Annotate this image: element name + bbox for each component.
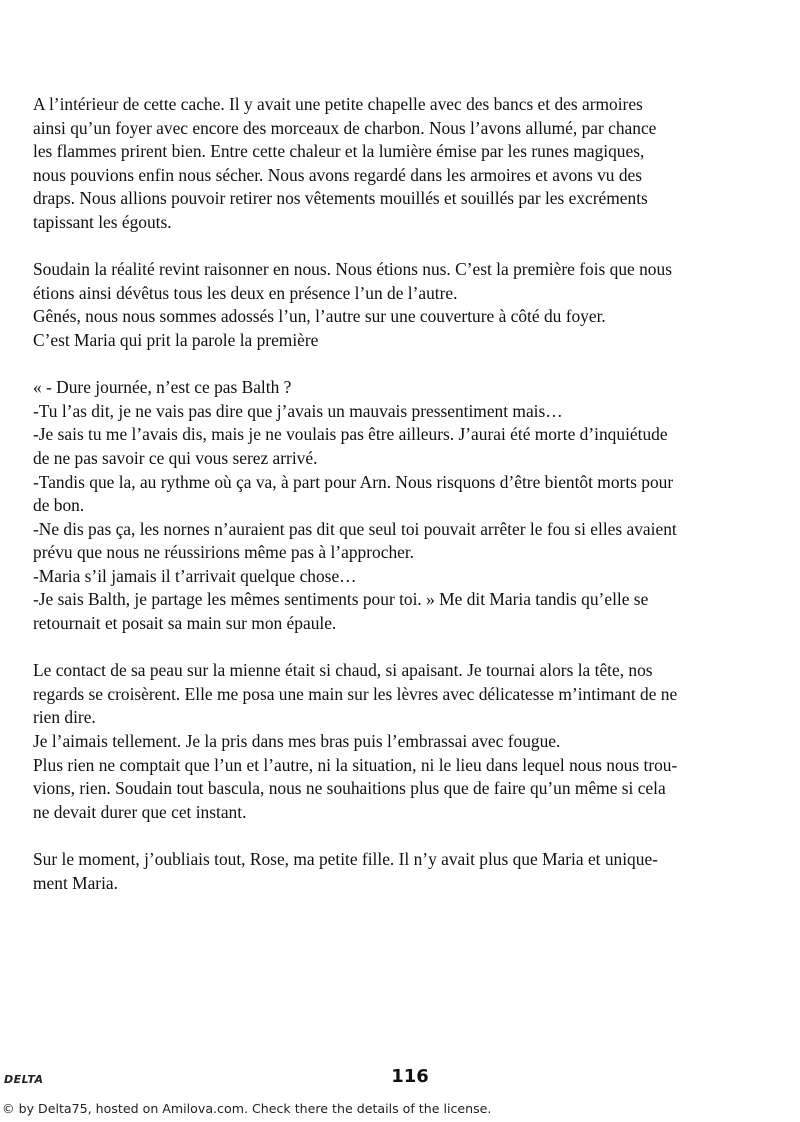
text-line: rien dire. <box>33 707 96 728</box>
body-text <box>33 93 773 895</box>
text-line: « - Dure journée, n’est ce pas Balth ? <box>33 377 292 398</box>
text-line: Le contact de sa peau sur la mienne était si chaud, si apaisant. Je tournai alors la tête, nos <box>33 660 653 681</box>
page-number: 116 <box>391 1066 429 1087</box>
text-line: Sur le moment, j’oubliais tout, Rose, ma petite fille. Il n’y avait plus que Maria et unique- <box>33 849 658 869</box>
text-line: -Je sais tu me l’avais dis, mais je ne voulais pas être ailleurs. J’aurai été morte d’inquiétude <box>33 424 668 445</box>
text-line: regards se croisèrent. Elle me posa une main sur les lèvres avec délicatesse m’intimant de ne <box>33 683 678 704</box>
paragraph-gap <box>33 235 773 259</box>
text-line: C’est Maria qui prit la parole la première <box>33 329 319 350</box>
text-line: ne devait durer que cet instant. <box>33 801 247 822</box>
text-line: prévu que nous ne réussirions même pas à l’approcher. <box>33 542 415 563</box>
text-line: draps. Nous allions pouvoir retirer nos vêtements mouillés et souillés par les excréments <box>33 188 648 209</box>
license-notice: © by Delta75, hosted on Amilova.com. Check there the details of the license. <box>2 1101 492 1116</box>
paragraph-5 <box>33 848 773 895</box>
text-line: -Tandis que la, au rythme où ça va, à part pour Arn. Nous risquons d’être bientôt morts pour <box>33 471 674 492</box>
paragraph-gap <box>33 353 773 377</box>
text-line: nous pouvions enfin nous sécher. Nous avons regardé dans les armoires et avons vu des <box>33 164 643 185</box>
paragraph-gap <box>33 824 773 848</box>
text-line: retournait et posait sa main sur mon épaule. <box>33 613 337 634</box>
text-line: -Maria s’il jamais il t’arrivait quelque chose… <box>33 565 357 586</box>
text-line: Gênés, nous nous sommes adossés l’un, l’autre sur une couverture à côté du foyer. <box>33 306 606 327</box>
text-line: de ne pas savoir ce qui vous serez arrivé. <box>33 447 318 468</box>
paragraph-gap <box>33 636 773 660</box>
text-line: Je l’aimais tellement. Je la pris dans mes bras puis l’embrassai avec fougue. <box>33 731 561 752</box>
text-line: ment Maria. <box>33 872 118 893</box>
text-line: ainsi qu’un foyer avec encore des morceaux de charbon. Nous l’avons allumé, par chance <box>33 117 657 138</box>
text-line: étions ainsi dévêtus tous les deux en présence l’un de l’autre. <box>33 282 458 303</box>
delta-logo: DELTA <box>4 1073 44 1086</box>
text-line: A l’intérieur de cette cache. Il y avait une petite chapelle avec des bancs et des armoires <box>33 94 643 114</box>
text-line: -Tu l’as dit, je ne vais pas dire que j’avais un mauvais pressentiment mais… <box>33 400 563 421</box>
text-line: -Ne dis pas ça, les nornes n’auraient pas dit que seul toi pouvait arrêter le fou si elles avaient <box>33 518 677 539</box>
text-line: de bon. <box>33 495 85 516</box>
text-line: Soudain la réalité revint raisonner en nous. Nous étions nus. C’est la première fois que nous <box>33 259 672 280</box>
text-line: vions, rien. Soudain tout bascula, nous ne souhaitions plus que de faire qu’un même si cela <box>33 778 666 799</box>
text-line: les flammes prirent bien. Entre cette chaleur et la lumière émise par les runes magiques, <box>33 141 645 162</box>
paragraph-3-dialogue <box>33 376 773 636</box>
text-line: -Je sais Balth, je partage les mêmes sentiments pour toi. » Me dit Maria tandis qu’elle se <box>33 589 649 610</box>
text-line: Plus rien ne comptait que l’un et l’autre, ni la situation, ni le lieu dans lequel nous nous trou- <box>33 754 678 775</box>
paragraph-1 <box>33 93 773 235</box>
text-line: tapissant les égouts. <box>33 211 172 232</box>
paragraph-2 <box>33 258 773 352</box>
paragraph-4 <box>33 659 773 824</box>
